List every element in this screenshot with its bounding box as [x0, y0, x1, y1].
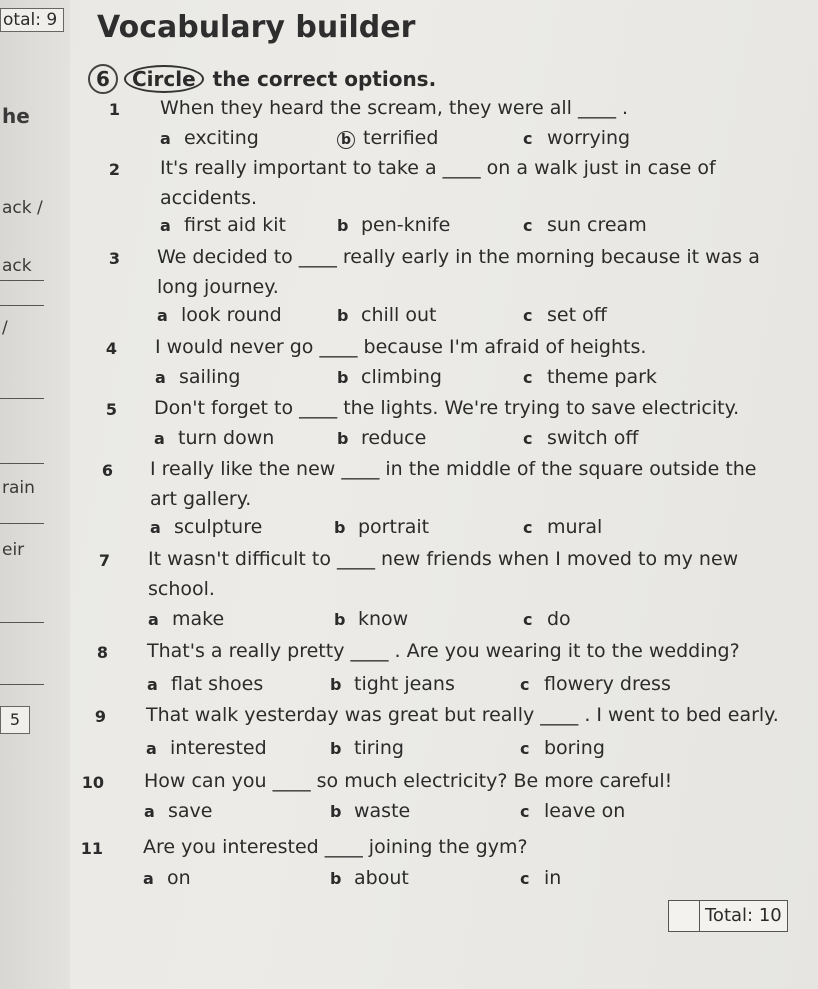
option-letter: c: [523, 129, 533, 148]
option-text: theme park: [547, 366, 657, 388]
option-text: do: [547, 608, 571, 630]
option-letter: c: [523, 306, 533, 325]
answer-option[interactable]: [157, 304, 282, 326]
option-letter: c: [520, 869, 530, 888]
answer-option[interactable]: [337, 366, 442, 388]
exercise-instruction: [88, 64, 436, 94]
question-text: Are you interested ____ joining the gym?: [143, 836, 528, 858]
question-number: 10: [81, 773, 104, 792]
option-text: mural: [547, 516, 603, 538]
option-text: about: [354, 867, 409, 889]
margin-fragment: ack /: [2, 198, 43, 218]
page-title: Vocabulary builder: [97, 10, 416, 45]
answer-option[interactable]: [520, 800, 625, 822]
option-letter: b: [330, 675, 342, 694]
margin-fragment: ack: [2, 256, 32, 276]
option-letter: b: [337, 306, 349, 325]
answer-option[interactable]: [337, 427, 426, 449]
option-letter: c: [523, 368, 533, 387]
margin-rule: [0, 398, 44, 399]
question-number: 5: [105, 400, 117, 419]
answer-option[interactable]: [154, 427, 274, 449]
option-letter: a: [155, 368, 166, 387]
option-text: sculpture: [174, 516, 263, 538]
answer-option[interactable]: [147, 673, 263, 695]
question-text: It's really important to take a ____ on a walk just in case of: [160, 157, 716, 179]
margin-fragment: eir: [2, 540, 25, 560]
answer-option[interactable]: [337, 214, 450, 236]
instruction-text: the correct options.: [212, 67, 437, 91]
option-letter: c: [523, 429, 533, 448]
answer-option[interactable]: [330, 867, 409, 889]
option-text: climbing: [361, 366, 442, 388]
answer-option[interactable]: [523, 304, 607, 326]
option-text: reduce: [361, 427, 427, 449]
question-number: 2: [108, 160, 120, 179]
option-text: flowery dress: [544, 673, 671, 695]
answer-option[interactable]: [523, 516, 602, 538]
option-letter: b: [337, 368, 349, 387]
total-score-box: [668, 900, 788, 932]
option-letter: c: [520, 802, 530, 821]
question-text: school.: [148, 578, 215, 600]
option-text: terrified: [363, 127, 439, 149]
answer-option[interactable]: [160, 127, 259, 149]
option-text: make: [172, 608, 225, 630]
option-letter: a: [144, 802, 155, 821]
margin-rule: [0, 463, 44, 464]
margin-fragment: rain: [2, 478, 35, 498]
option-text: in: [544, 867, 562, 889]
option-letter: a: [157, 306, 168, 325]
answer-option[interactable]: [523, 214, 647, 236]
option-text: tiring: [354, 737, 404, 759]
option-letter: c: [523, 610, 533, 629]
answer-option[interactable]: [523, 608, 571, 630]
question-number: 4: [105, 339, 117, 358]
option-text: boring: [544, 737, 605, 759]
answer-option[interactable]: [523, 366, 657, 388]
option-letter: c: [523, 518, 533, 537]
option-letter: c: [520, 675, 530, 694]
option-text: set off: [547, 304, 607, 326]
option-text: worrying: [547, 127, 631, 149]
option-text: first aid kit: [184, 214, 286, 236]
question-text: When they heard the scream, they were all ____ .: [160, 97, 629, 119]
answer-option[interactable]: [520, 737, 605, 759]
question-number: 11: [80, 839, 103, 858]
question-number: 1: [108, 100, 120, 119]
option-letter: c: [520, 739, 530, 758]
option-text: portrait: [358, 516, 430, 538]
margin-fragment: he: [2, 104, 30, 128]
answer-option[interactable]: [155, 366, 240, 388]
question-number: 9: [94, 707, 106, 726]
answer-option[interactable]: [143, 867, 191, 889]
question-text: accidents.: [160, 187, 257, 209]
option-letter: b: [330, 869, 342, 888]
answer-option[interactable]: [337, 304, 436, 326]
option-text: on: [167, 867, 191, 889]
answer-option[interactable]: [520, 673, 671, 695]
question-text: That's a really pretty ____ . Are you wearing it to the wedding?: [147, 640, 740, 662]
option-text: switch off: [547, 427, 639, 449]
option-text: chill out: [361, 304, 437, 326]
answer-option[interactable]: [150, 516, 262, 538]
answer-option[interactable]: [334, 608, 408, 630]
option-letter: a: [160, 216, 171, 235]
answer-option[interactable]: [144, 800, 212, 822]
answer-option[interactable]: [146, 737, 267, 759]
option-text: look round: [181, 304, 282, 326]
question-text: I would never go ____ because I'm afraid of heights.: [155, 336, 647, 358]
question-number: 8: [96, 643, 108, 662]
question-number: 6: [101, 461, 113, 480]
question-text: I really like the new ____ in the middle of the square outside the: [150, 458, 757, 480]
question-text: It wasn't difficult to ____ new friends when I moved to my new: [148, 548, 739, 570]
question-text: We decided to ____ really early in the morning because it was a: [157, 246, 760, 268]
question-text: That walk yesterday was great but really ____ . I went to bed early.: [146, 704, 779, 726]
option-text: sailing: [179, 366, 241, 388]
margin-rule: [0, 684, 44, 685]
option-letter: b: [330, 802, 342, 821]
option-letter: b: [337, 216, 349, 235]
option-letter: b: [337, 131, 355, 149]
option-letter: a: [146, 739, 157, 758]
question-text: How can you ____ so much electricity? Be more careful!: [144, 770, 673, 792]
option-letter: b: [330, 739, 342, 758]
option-letter: a: [154, 429, 165, 448]
question-number: 3: [108, 249, 120, 268]
circle-word: Circle: [124, 65, 204, 93]
total-label: Total: 10: [705, 905, 782, 926]
question-text: long journey.: [157, 276, 279, 298]
answer-option[interactable]: [160, 214, 286, 236]
option-text: flat shoes: [171, 673, 264, 695]
margin-rule: [0, 280, 44, 281]
margin-rule: [0, 305, 44, 306]
option-letter: a: [143, 869, 154, 888]
option-text: save: [168, 800, 213, 822]
margin-fragment: /: [2, 318, 8, 338]
option-text: turn down: [178, 427, 275, 449]
margin-rule: [0, 622, 44, 623]
option-text: interested: [170, 737, 267, 759]
option-text: pen-knife: [361, 214, 451, 236]
option-text: sun cream: [547, 214, 647, 236]
answer-option[interactable]: [520, 867, 561, 889]
answer-option[interactable]: [330, 800, 410, 822]
score-entry-square[interactable]: [669, 901, 700, 931]
option-letter: a: [148, 610, 159, 629]
answer-option[interactable]: [334, 516, 429, 538]
option-text: exciting: [184, 127, 259, 149]
option-letter: a: [150, 518, 161, 537]
option-letter: b: [334, 610, 346, 629]
option-text: tight jeans: [354, 673, 455, 695]
option-text: leave on: [544, 800, 626, 822]
option-letter: b: [334, 518, 346, 537]
option-letter: b: [337, 429, 349, 448]
margin-rule: [0, 523, 44, 524]
question-text: art gallery.: [150, 488, 252, 510]
answer-option[interactable]: [337, 127, 438, 149]
option-letter: c: [523, 216, 533, 235]
question-number: 7: [98, 551, 110, 570]
answer-option[interactable]: [523, 427, 638, 449]
exercise-number: 6: [88, 64, 118, 94]
answer-option[interactable]: [330, 673, 455, 695]
previous-score-box: 5: [0, 706, 30, 734]
option-text: know: [358, 608, 409, 630]
option-letter: a: [147, 675, 158, 694]
answer-option[interactable]: [523, 127, 630, 149]
question-text: Don't forget to ____ the lights. We're trying to save electricity.: [154, 397, 740, 419]
answer-option[interactable]: [330, 737, 404, 759]
previous-total-box: otal: 9: [0, 8, 64, 32]
answer-option[interactable]: [148, 608, 224, 630]
option-letter: a: [160, 129, 171, 148]
option-text: waste: [354, 800, 411, 822]
